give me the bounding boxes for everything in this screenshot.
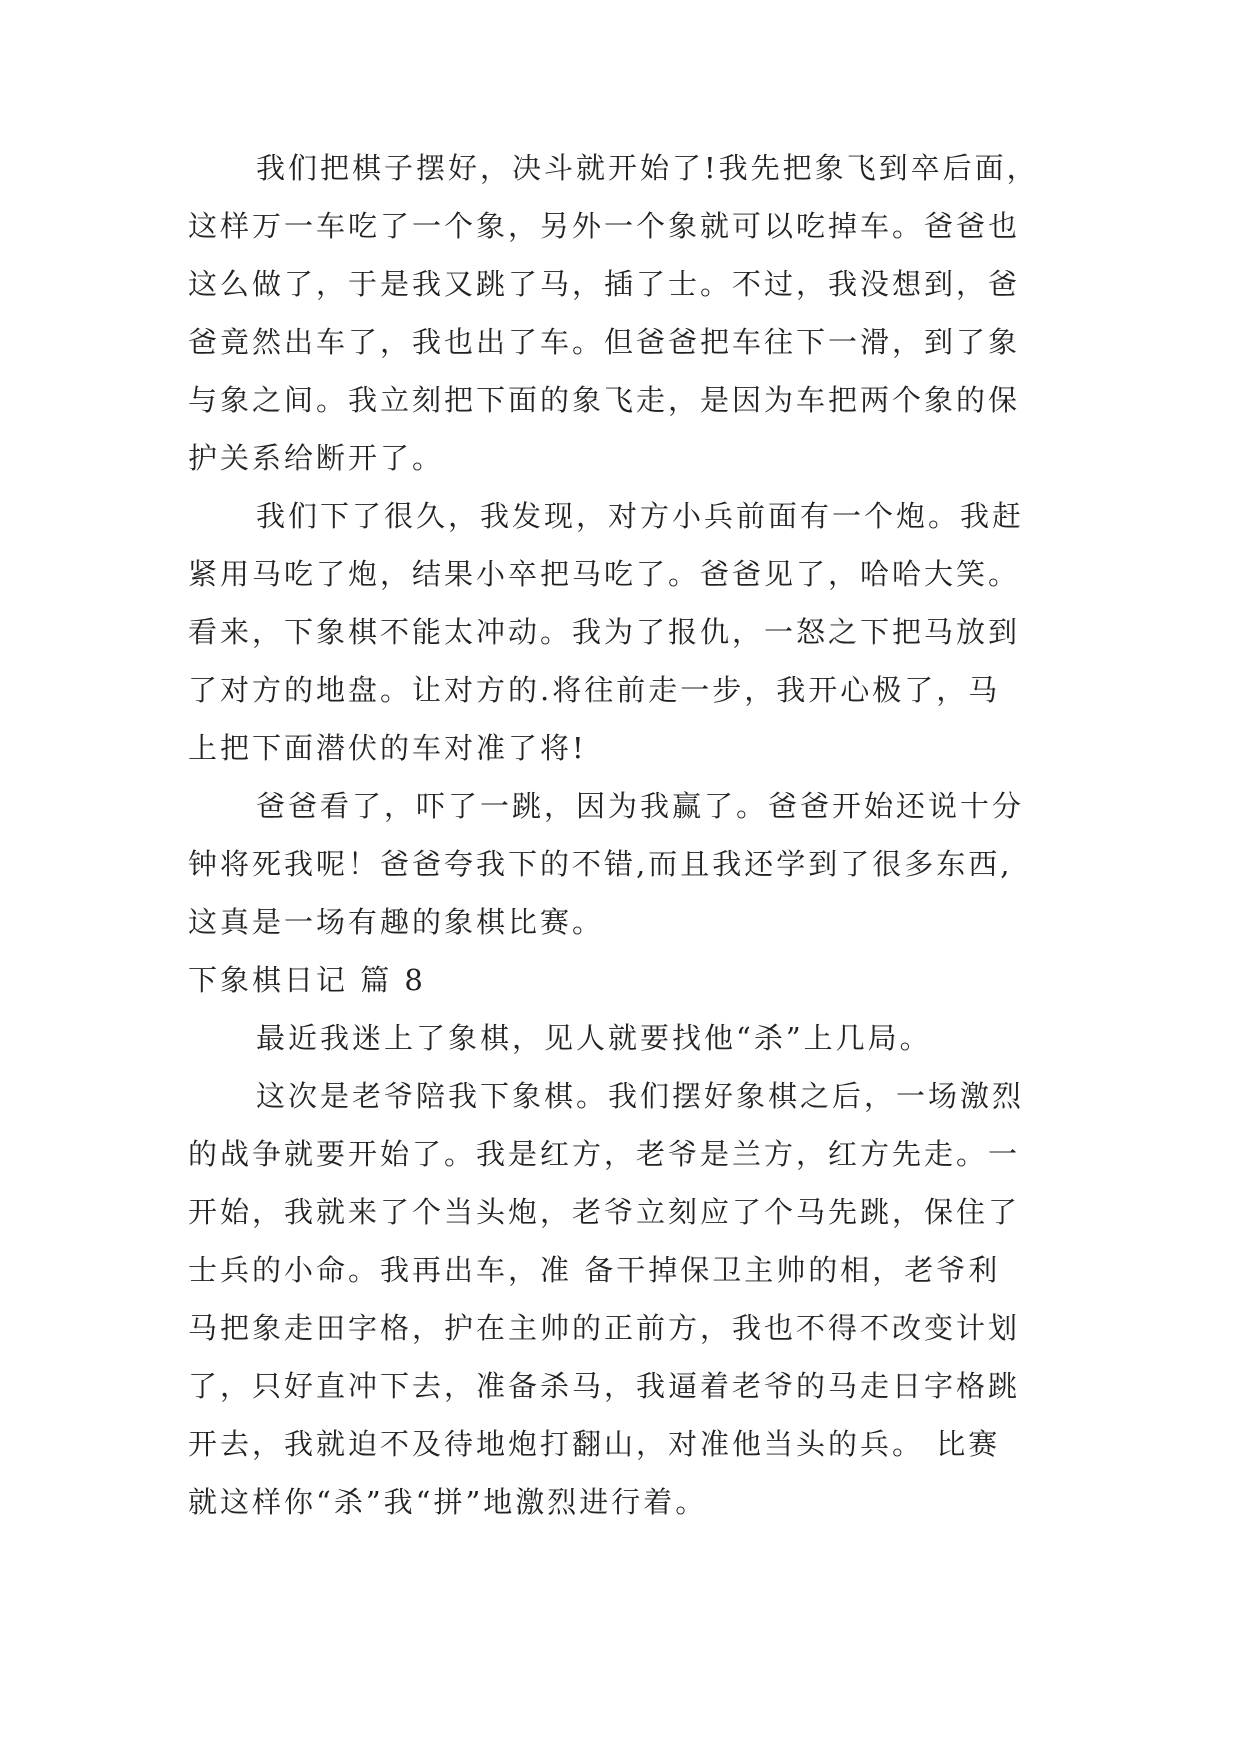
text-line: 了对方的地盘。让对方的.将往前走一步，我开心极了，马 bbox=[188, 673, 1001, 707]
text-line: 紧用马吃了炮，结果小卒把马吃了。爸爸见了，哈哈大笑。 bbox=[188, 557, 1021, 591]
text-line: 开去，我就迫不及待地炮打翻山，对准他当头的兵。 比赛 bbox=[188, 1427, 1001, 1461]
text-line: 最近我迷上了象棋，见人就要找他“杀”上几局。 bbox=[256, 1021, 932, 1055]
text-line: 上把下面潜伏的车对准了将! bbox=[188, 731, 587, 765]
text-line: 钟将死我呢！爸爸夸我下的不错,而且我还学到了很多东西, bbox=[188, 847, 1013, 881]
text-line: 了，只好直冲下去，准备杀马，我逼着老爷的马走日字格跳 bbox=[188, 1369, 1021, 1403]
text-line: 这样万一车吃了一个象，另外一个象就可以吃掉车。爸爸也 bbox=[188, 209, 1021, 243]
paragraph-1 bbox=[188, 139, 1068, 487]
text-line: 我们把棋子摆好，决斗就开始了!我先把象飞到卒后面， bbox=[256, 151, 1039, 185]
text-line: 这真是一场有趣的象棋比赛。 bbox=[188, 905, 605, 939]
text-line: 就这样你“杀”我“拼”地激烈进行着。 bbox=[188, 1485, 708, 1519]
text-line: 爸竟然出车了，我也出了车。但爸爸把车往下一滑，到了象 bbox=[188, 325, 1021, 359]
text-line: 护关系给断开了。 bbox=[188, 441, 445, 475]
text-line: 与象之间。我立刻把下面的象飞走，是因为车把两个象的保 bbox=[188, 383, 1021, 417]
text-line: 爸爸看了，吓了一跳，因为我赢了。爸爸开始还说十分 bbox=[256, 789, 1025, 823]
text-line: 的战争就要开始了。我是红方，老爷是兰方，红方先走。一 bbox=[188, 1137, 1021, 1171]
text-line: 我们下了很久，我发现，对方小兵前面有一个炮。我赶 bbox=[256, 499, 1025, 533]
text-line: 这么做了，于是我又跳了马，插了士。不过，我没想到，爸 bbox=[188, 267, 1021, 301]
text-line: 士兵的小命。我再出车，准 备干掉保卫主帅的相，老爷利 bbox=[188, 1253, 1001, 1287]
text-line: 这次是老爷陪我下象棋。我们摆好象棋之后，一场激烈 bbox=[256, 1079, 1025, 1113]
text-line: 看来，下象棋不能太冲动。我为了报仇，一怒之下把马放到 bbox=[188, 615, 1021, 649]
paragraph-2 bbox=[188, 487, 1068, 777]
paragraph-5 bbox=[188, 1067, 1068, 1531]
text-line: 开始，我就来了个当头炮，老爷立刻应了个马先跳，保住了 bbox=[188, 1195, 1021, 1229]
text-line: 马把象走田字格，护在主帅的正前方，我也不得不改变计划 bbox=[188, 1311, 1021, 1345]
paragraph-4 bbox=[188, 1009, 1068, 1067]
paragraph-3 bbox=[188, 777, 1068, 951]
section-heading: 下象棋日记 篇 8 bbox=[188, 963, 426, 997]
